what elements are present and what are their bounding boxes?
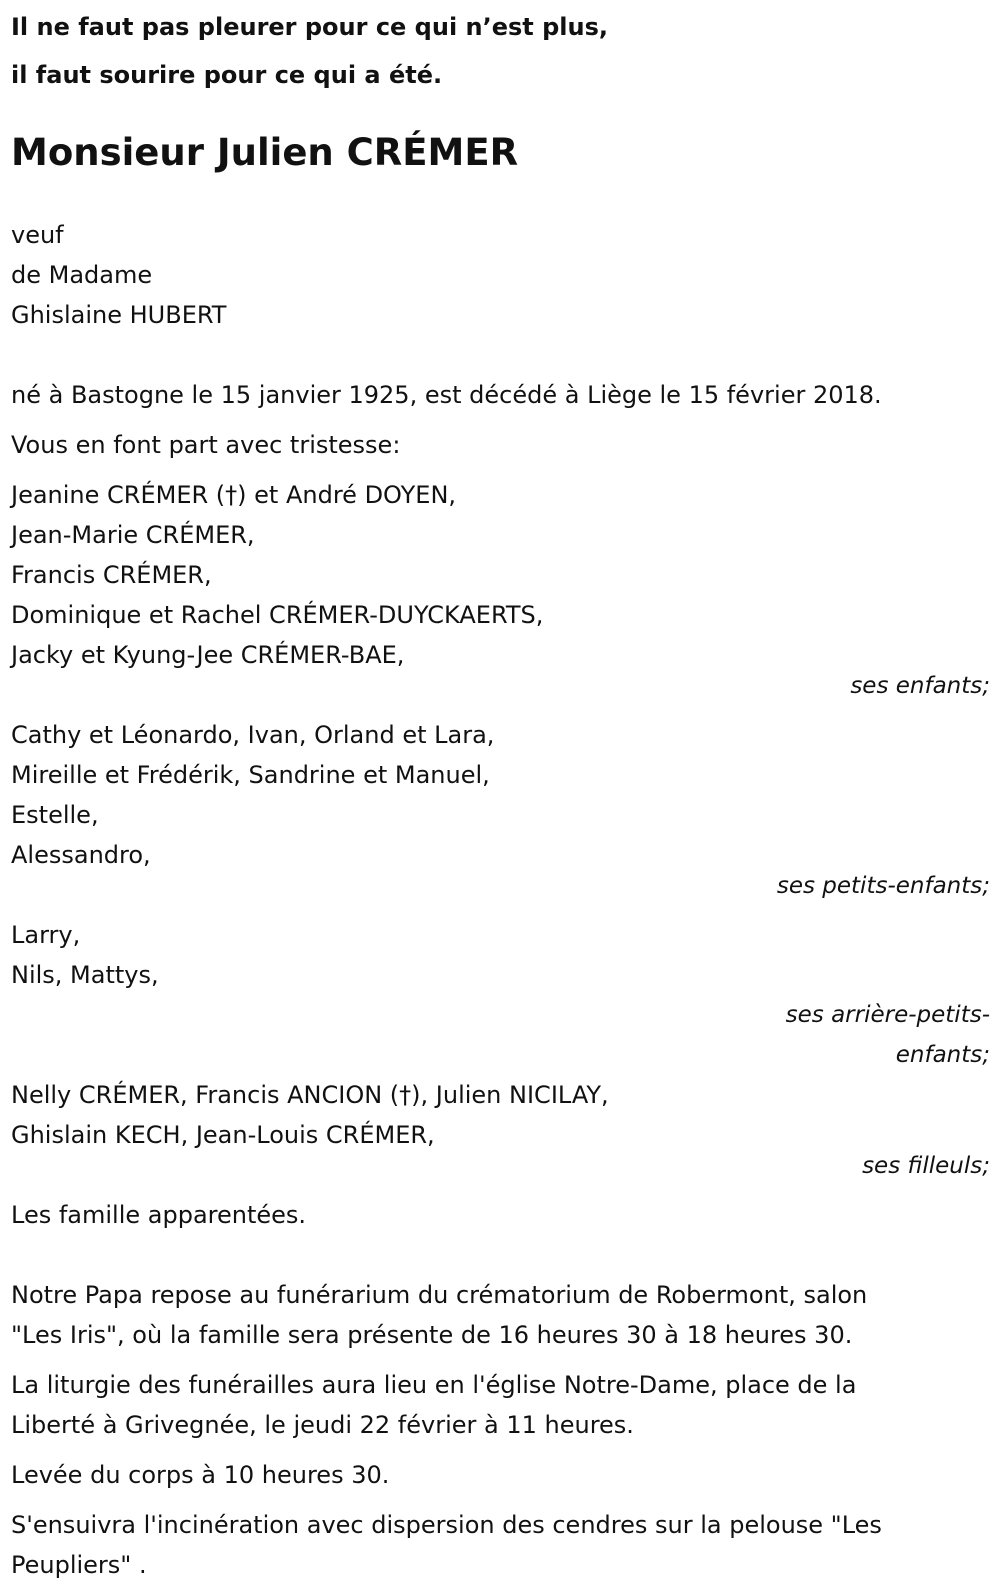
quote-line-2: il faut sourire pour ce qui a été. (11, 61, 443, 89)
spouse-line-1: veuf (11, 221, 64, 249)
list-item: Ghislain KECH, Jean-Louis CRÉMER, (11, 1121, 435, 1149)
relation-line-1: ses arrière-petits- (785, 1002, 990, 1028)
list-item: Jean-Marie CRÉMER, (11, 521, 255, 549)
grandchildren-list (11, 715, 990, 875)
quote-line-1: Il ne faut pas pleurer pour ce qui n’est plus, (11, 13, 609, 41)
spouse-line-2: de Madame (11, 261, 153, 289)
deceased-name: Monsieur Julien CRÉMER (11, 131, 519, 174)
list-item: Mireille et Frédérik, Sandrine et Manuel, (11, 761, 490, 789)
spouse-line-3: Ghislaine HUBERT (11, 301, 227, 329)
great-grandchildren-list (11, 915, 990, 995)
birth-death-line: né à Bastogne le 15 janvier 1925, est décédé à Liège le 15 février 2018. (11, 381, 882, 409)
children-relation: ses enfants; (850, 673, 990, 699)
children-list (11, 475, 990, 675)
list-item: Nils, Mattys, (11, 961, 159, 989)
levee-paragraph: Levée du corps à 10 heures 30. (11, 1461, 390, 1489)
list-item: Francis CRÉMER, (11, 561, 212, 589)
great-grandchildren-relation (11, 995, 990, 1075)
arrangements (11, 1275, 990, 1585)
cremation-paragraph: S'ensuivra l'incinération avec dispersion des cendres sur la pelouse "Les Peupliers" . (11, 1511, 882, 1579)
list-item: Larry, (11, 921, 81, 949)
list-item: Cathy et Léonardo, Ivan, Orland et Lara, (11, 721, 495, 749)
list-item: Alessandro, (11, 841, 151, 869)
godchildren-list (11, 1075, 990, 1155)
godchildren-relation: ses filleuls; (862, 1153, 990, 1179)
grandchildren-relation: ses petits-enfants; (776, 873, 990, 899)
repose-paragraph: Notre Papa repose au funérarium du crématorium de Robermont, salon "Les Iris", où la famille sera présente de 16 heures 30 à 18 heures 30. (11, 1281, 868, 1349)
list-item: Jacky et Kyung-Jee CRÉMER-BAE, (11, 641, 405, 669)
list-item: Estelle, (11, 801, 99, 829)
list-item: Dominique et Rachel CRÉMER-DUYCKAERTS, (11, 601, 544, 629)
liturgy-paragraph: La liturgie des funérailles aura lieu en l'église Notre-Dame, place de la Liberté à Grivegnée, le jeudi 22 février à 11 heures. (11, 1371, 857, 1439)
list-item: Nelly CRÉMER, Francis ANCION (†), Julien NICILAY, (11, 1081, 609, 1109)
relation-line-2: enfants; (895, 1042, 990, 1068)
announce-intro: Vous en font part avec tristesse: (11, 431, 401, 459)
extended-family: Les famille apparentées. (11, 1201, 307, 1229)
opening-quote (11, 0, 990, 99)
spouse-block (11, 215, 990, 335)
list-item: Jeanine CRÉMER (†) et André DOYEN, (11, 481, 457, 509)
